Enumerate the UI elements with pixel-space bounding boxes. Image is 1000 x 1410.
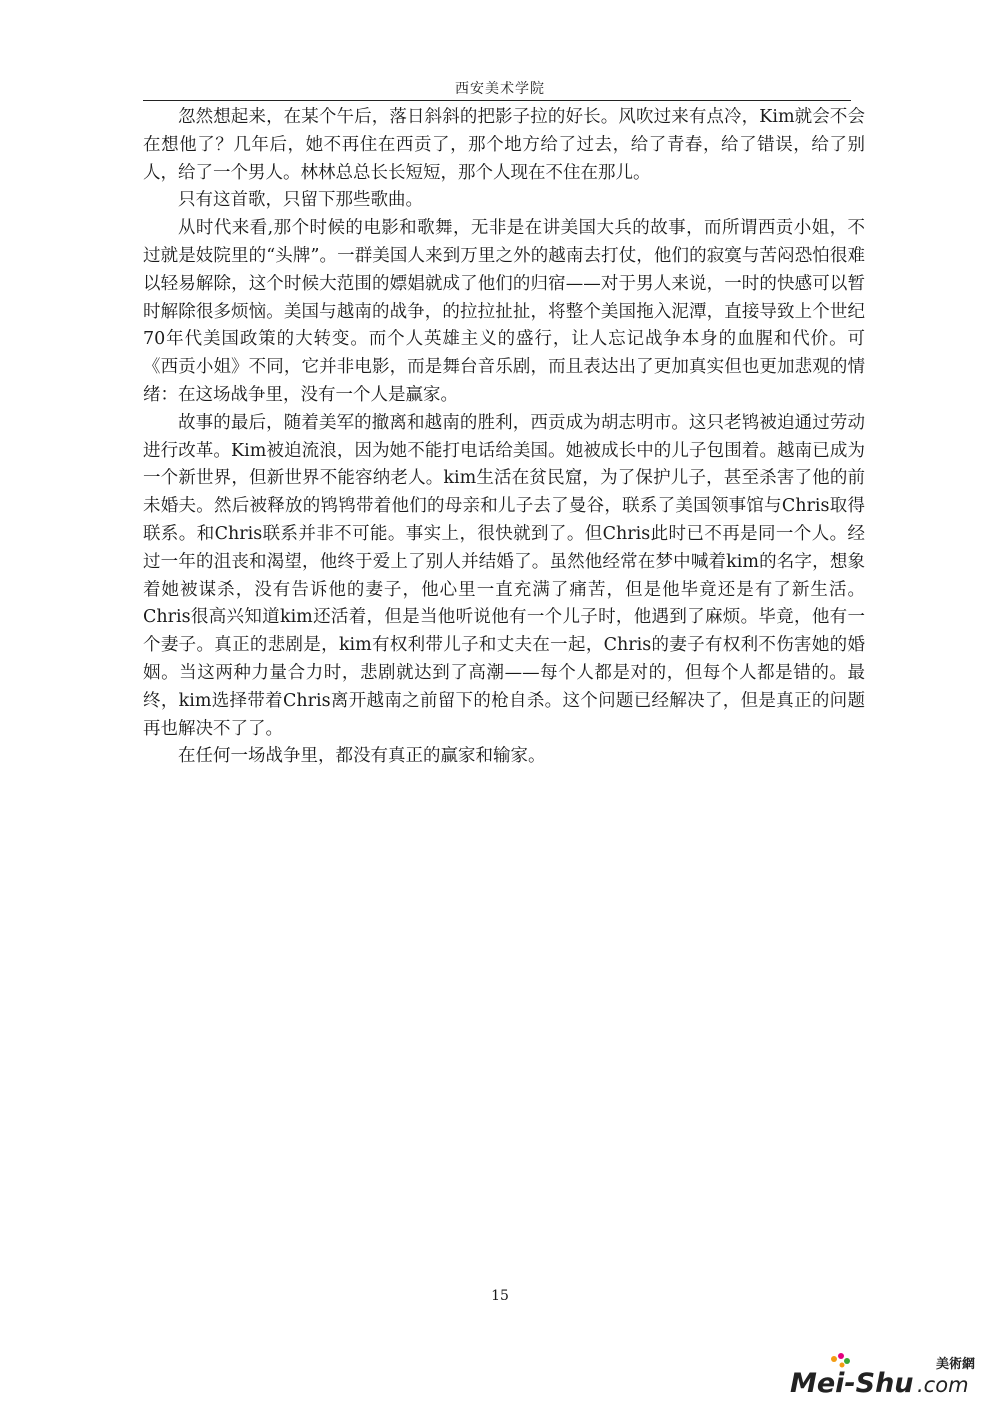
- page-number: 15: [491, 1288, 509, 1304]
- svg-text:.com: .com: [917, 1373, 969, 1397]
- paragraph: 只有这首歌，只留下那些歌曲。: [178, 190, 423, 211]
- svg-text:Mei-Shu: Mei-Shu: [790, 1368, 914, 1398]
- paragraph: 故事的最后，随着美军的撤离和越南的胜利，西贡成为胡志明市。这只老鸨被迫通过劳动进行改革。Kim被迫流浪，因为她不能打电话给美国。她被成长中的儿子包围着。越南已成为一个新世界，但新世界不能容纳老人。kim生活在贫民窟，为了保护儿子，甚至杀害了他的前未婚夫。然后被释放的鸨鸨带着他们的母亲和儿子去了曼谷，联系了美国领事馆与Chris取得联系。和Chris联系并非不可能。事实上，很快就到了。但Chris此时已不再是同一个人。经过一年的沮丧和渴望，他终于爱上了别人并结婚了。虽然他经常在梦中喊着kim的名字，想象着她被谋杀，没有告诉他的妻子，他心里一直充满了痛苦，但是他毕竟还是有了新生活。Chris很高兴知道kim还活着，但是当他听说他有一个儿子时，他遇到了麻烦。毕竟，他有一个妻子。真正的悲剧是，kim有权利带儿子和丈夫在一起，Chris的妻子有权利不伤害她的婚姻。当这两种力量合力时，悲剧就达到了高潮——每个人都是对的，但每个人都是错的。最终，kim选择带着Chris离开越南之前留下的枪自杀。这个问题已经解决了，但是真正的问题再也解决不了了。: [143, 412, 865, 739]
- page-header-institution: 西安美术学院: [455, 81, 545, 97]
- header-divider: [143, 100, 851, 101]
- flower-icon: [831, 1353, 850, 1368]
- paragraph: 忽然想起来，在某个午后，落日斜斜的把影子拉的好长。风吹过来有点冷，Kim就会不会在想他了？几年后，她不再住在西贡了，那个地方给了过去，给了青春，给了错误，给了别人，给了一个男人。林林总总长长短短，那个人现在不住在那儿。: [143, 107, 865, 183]
- paragraph: 在任何一场战争里，都没有真正的赢家和输家。: [178, 746, 546, 767]
- mei-shu-watermark-logo: [786, 1350, 982, 1398]
- paragraph: 从时代来看,那个时候的电影和歌舞，无非是在讲美国大兵的故事，而所谓西贡小姐，不过就是妓院里的“头牌”。一群美国人来到万里之外的越南去打仗，他们的寂寞与苦闷恐怕很难以轻易解除，这个时候大范围的嫖娼就成了他们的归宿——对于男人来说，一时的快感可以暂时解除很多烦恼。美国与越南的战争，的拉拉扯扯，将整个美国拖入泥潭，直接导致上个世纪70年代美国政策的大转变。而个人英雄主义的盛行，让人忘记战争本身的血腥和代价。可《西贡小姐》不同，它并非电影，而是舞台音乐剧，而且表达出了更加真实但也更加悲观的情绪：在这场战争里，没有一个人是赢家。: [143, 218, 865, 405]
- document-body: [143, 104, 865, 771]
- svg-text:美術網: 美術網: [936, 1357, 976, 1372]
